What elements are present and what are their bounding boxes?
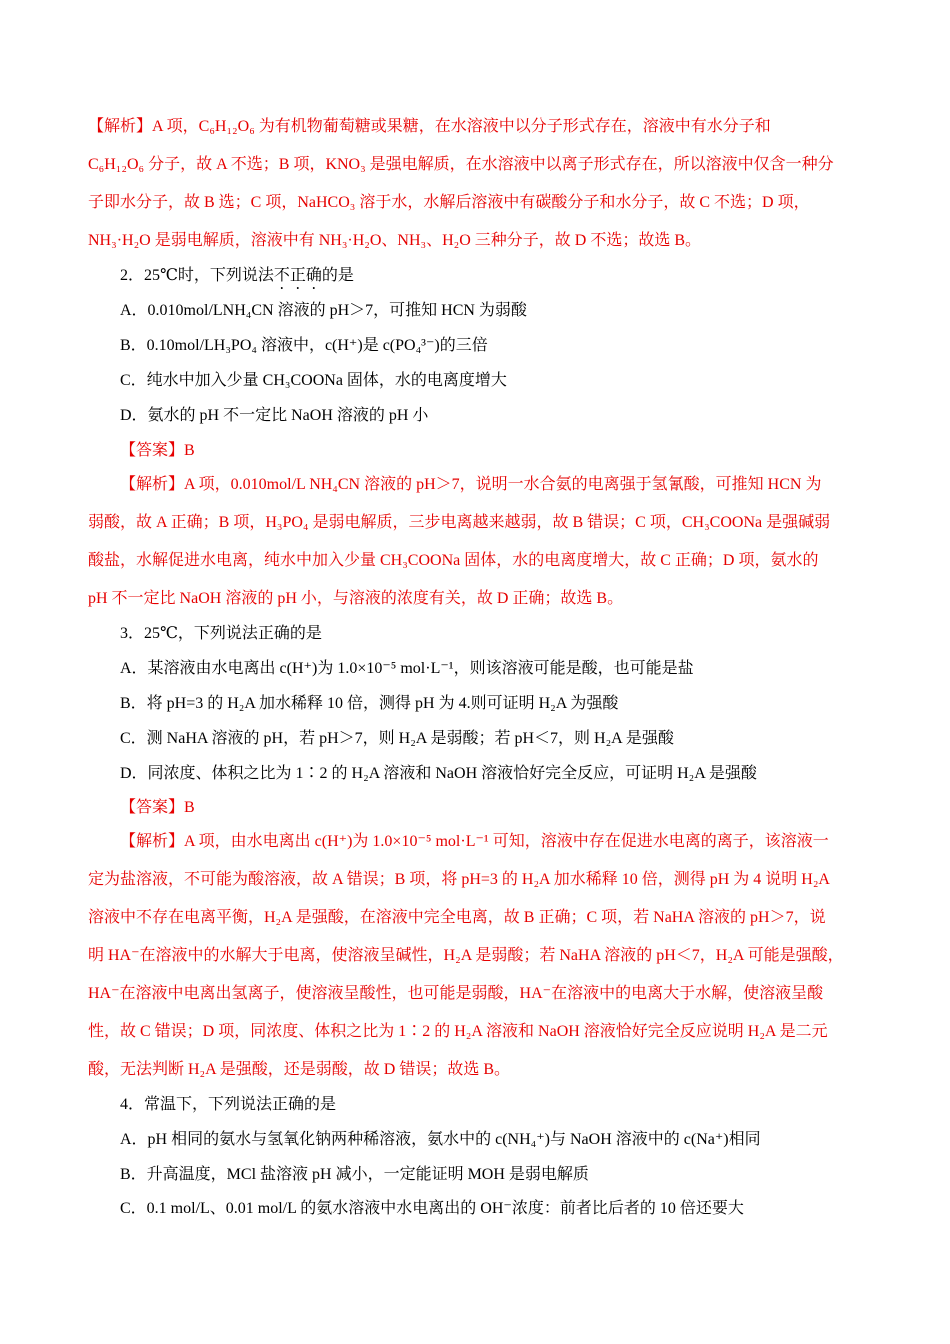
question-3-stem: 3．25℃，下列说法正确的是 <box>120 625 322 642</box>
question-3-analysis-line-1: 【解析】A 项，由水电离出 c(H⁺)为 1.0×10⁻⁵ mol·L⁻¹ 可知，溶液中存在促进水电离的离子，该溶液一 <box>120 833 829 850</box>
question-2-stem <box>120 266 354 293</box>
question-2-option-c: C．纯水中加入少量 CH₃COONa 固体，水的电离度增大 <box>120 372 507 389</box>
analysis-1-line-3: 子即水分子，故 B 选；C 项，NaHCO₃ 溶于水，水解后溶液中有碳酸分子和水分子，故 C 不选；D 项， <box>88 194 810 211</box>
question-4-option-c: C．0.1 mol/L、0.01 mol/L 的氨水溶液中水电离出的 OH⁻浓度：前者比后者的 10 倍还要大 <box>120 1200 744 1217</box>
question-4-stem: 4．常温下，下列说法正确的是 <box>120 1096 337 1113</box>
question-3-option-b: B．将 pH=3 的 H₂A 加水稀释 10 倍，测得 pH 为 4.则可证明 H₂A 为强酸 <box>120 695 619 712</box>
question-3-option-a: A．某溶液由水电离出 c(H⁺)为 1.0×10⁻⁵ mol·L⁻¹，则该溶液可能是酸，也可能是盐 <box>120 660 694 677</box>
question-2-answer: 【答案】B <box>120 442 195 459</box>
question-3-option-c: C．测 NaHA 溶液的 pH，若 pH＞7，则 H₂A 是弱酸；若 pH＜7，则 H₂A 是强酸 <box>120 730 674 747</box>
question-2-option-b: B．0.10mol/LH₃PO₄ 溶液中，c(H⁺)是 c(PO₄³⁻)的三倍 <box>120 337 488 354</box>
question-2-stem-end: 的是 <box>321 267 354 284</box>
question-3-analysis-line-2: 定为盐溶液，不可能为酸溶液，故 A 错误；B 项，将 pH=3 的 H₂A 加水稀释 10 倍，测得 pH 为 4 说明 H₂A <box>88 871 830 888</box>
question-2-stem-start: 2．25℃时，下列说法 <box>120 267 274 284</box>
question-2-analysis-line-3: 酸盐，水解促进水电离，纯水中加入少量 CH₃COONa 固体，水的电离度增大，故 C 正确；D 项，氨水的 <box>88 552 819 569</box>
question-3-analysis-line-4: 明 HA⁻在溶液中的水解大于电离，使溶液呈碱性，H₂A 是弱酸；若 NaHA 溶液的 pH＜7，H₂A 可能是强酸， <box>88 947 844 964</box>
analysis-1-line-4: NH₃·H₂O 是弱电解质，溶液中有 NH₃·H₂O、NH₃、H₂O 三种分子，故 D 不选；故选 B。 <box>88 232 702 249</box>
question-2-option-d: D．氨水的 pH 不一定比 NaOH 溶液的 pH 小 <box>120 407 429 424</box>
question-3-analysis-line-6: 性，故 C 错误；D 项，同浓度、体积之比为 1∶2 的 H₂A 溶液和 NaOH 溶液恰好完全反应说明 H₂A 是二元 <box>88 1023 828 1040</box>
question-3-analysis-line-7: 酸，无法判断 H₂A 是强酸，还是弱酸，故 D 错误；故选 B。 <box>88 1061 511 1078</box>
question-4-option-a: A．pH 相同的氨水与氢氧化钠两种稀溶液，氨水中的 c(NH₄⁺)与 NaOH 溶液中的 c(Na⁺)相同 <box>120 1131 761 1148</box>
question-4-option-b: B．升高温度，MCl 盐溶液 pH 减小，一定能证明 MOH 是弱电解质 <box>120 1166 589 1183</box>
question-2-analysis-line-1: 【解析】A 项，0.010mol/L NH₄CN 溶液的 pH＞7，说明一水合氨的电离强于氢氰酸，可推知 HCN 为 <box>120 476 822 493</box>
question-3-option-d: D．同浓度、体积之比为 1∶2 的 H₂A 溶液和 NaOH 溶液恰好完全反应，可证明 H₂A 是强酸 <box>120 765 757 782</box>
question-3-answer: 【答案】B <box>120 799 195 816</box>
analysis-1-line-2: C₆H₁₂O₆ 分子，故 A 不选；B 项，KNO₃ 是强电解质，在水溶液中以离子形式存在，所以溶液中仅含一种分 <box>88 156 834 173</box>
question-3-analysis-line-5: HA⁻在溶液中电离出氢离子，使溶液呈酸性，也可能是弱酸，HA⁻在溶液中的电离大于水解，使溶液呈酸 <box>88 985 824 1002</box>
question-2-analysis-line-2: 弱酸，故 A 正确；B 项，H₃PO₄ 是弱电解质，三步电离越来越弱，故 B 错误；C 项，CH₃COONa 是强碱弱 <box>88 514 831 531</box>
question-2-analysis-line-4: pH 不一定比 NaOH 溶液的 pH 小，与溶液的浓度有关，故 D 正确；故选 B。 <box>88 590 624 607</box>
analysis-1-line-1: 【解析】A 项，C₆H₁₂O₆ 为有机物葡萄糖或果糖，在水溶液中以分子形式存在，溶液中有水分子和 <box>88 118 771 135</box>
question-3-analysis-line-3: 溶液中不存在电离平衡，H₂A 是强酸，在溶液中完全电离，故 B 正确；C 项，若 NaHA 溶液的 pH＞7，说 <box>88 909 826 926</box>
question-2-option-a: A．0.010mol/LNH₄CN 溶液的 pH＞7，可推知 HCN 为弱酸 <box>120 302 527 319</box>
question-2-emphasis: 不正确 <box>273 267 322 284</box>
